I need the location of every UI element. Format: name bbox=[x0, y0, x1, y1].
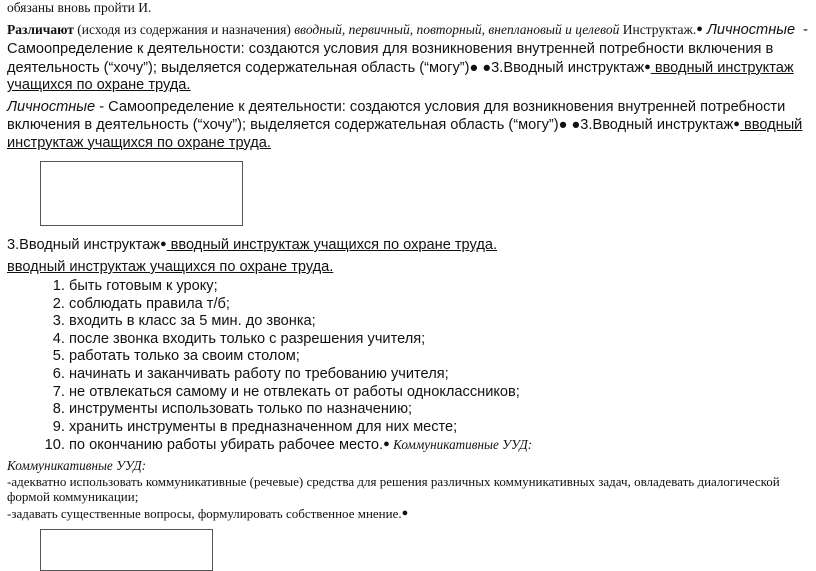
document-body bbox=[7, 0, 812, 571]
para-intro-2: вводный инструктаж учащихся по охране труда. bbox=[7, 259, 334, 275]
rule-10-text: по окончанию работы убирать рабочее место. bbox=[69, 437, 384, 454]
image-placeholder-box bbox=[40, 161, 243, 226]
bullet-icon: ● bbox=[733, 118, 740, 130]
para-self-determination-2 bbox=[7, 99, 812, 153]
comm-heading-text: Коммуникативные УУД: bbox=[7, 457, 147, 473]
list-item: 5. работать только за своим столом; bbox=[69, 348, 812, 366]
list-item: 4. после звонка входить только с разрешения учителя; bbox=[69, 331, 812, 349]
list-item: 7. не отвлекаться самому и не отвлекать от работы одноклассников; bbox=[69, 384, 812, 402]
image-placeholder-box-2 bbox=[40, 529, 213, 571]
list-item: 1. быть готовым к уроку; bbox=[69, 278, 812, 296]
bullet-icon: ● bbox=[159, 238, 167, 250]
bullet-icon: ● bbox=[383, 438, 390, 451]
para-distinguish bbox=[7, 21, 812, 39]
intro-underline: вводный инструктаж учащихся по охране труда. bbox=[166, 237, 497, 253]
selfdet1-underline: вводный инструктаж учащихся по охране труда. bbox=[7, 59, 794, 93]
dash-mark: - bbox=[803, 21, 808, 38]
comm-inline-heading: Коммуникативные УУД: bbox=[389, 437, 533, 453]
selfdet1-text: Самоопределение к деятельности: создаются условия для возникновения внутренней потребности включения в деятельность (“хочу”); выделяется содержательная область (“могу”) bbox=[7, 41, 774, 76]
comm-item-1: -адекватно использовать коммуникативные (речевые) средства для решения различных коммуникативных задач, овладевать диалогической формой коммуникации; bbox=[7, 473, 780, 505]
comm-item-2 bbox=[7, 506, 812, 522]
personal-heading: Личностные bbox=[702, 22, 796, 38]
top-line: обязаны вновь пройти И. bbox=[7, 0, 152, 15]
para-self-determination-1 bbox=[7, 41, 812, 95]
list-item: 9. хранить инструменты в предназначенном для них месте; bbox=[69, 419, 812, 437]
list-item: 2. соблюдать правила т/б; bbox=[69, 296, 812, 314]
distinguish-paren: (исходя из содержания и назначения) bbox=[73, 22, 295, 37]
bullet-icon: ● bbox=[401, 506, 409, 519]
distinguish-after: Инструктаж. bbox=[619, 22, 697, 37]
intro-text: 3.Вводный инструктаж bbox=[7, 237, 160, 253]
selfdet2-italic: Личностные bbox=[7, 98, 96, 115]
list-item: 6. начинать и заканчивать работу по требованию учителя; bbox=[69, 366, 812, 384]
bullet-icon: ● bbox=[696, 23, 703, 35]
selfdet2-text: - Самоопределение к деятельности: создаются условия для возникновения внутренней потребности включения в деятельность (“хочу”); выделяется содержательная область (“могу”) bbox=[7, 98, 786, 133]
list-item: 3. входить в класс за 5 мин. до звонка; bbox=[69, 313, 812, 331]
selfdet1-mid: ● ●3.Вводный инструктаж bbox=[469, 59, 645, 76]
bullet-icon: ● bbox=[644, 60, 651, 73]
list-item: 8. инструменты использовать только по назначению; bbox=[69, 401, 812, 419]
comm-heading bbox=[7, 458, 812, 473]
distinguish-bold: Различают bbox=[7, 22, 74, 37]
distinguish-types: вводный, первичный, повторный, внеплановый и целевой bbox=[294, 22, 620, 37]
comm-item-2-text: -задавать существенные вопросы, формулировать собственное мнение. bbox=[7, 505, 402, 521]
selfdet2-underline: вводный инструктаж учащихся по охране труда. bbox=[7, 117, 803, 151]
rules-list bbox=[7, 278, 812, 455]
selfdet2-mid: ● ●3.Вводный инструктаж bbox=[558, 117, 734, 133]
list-item bbox=[69, 436, 812, 455]
para-intro bbox=[7, 235, 812, 254]
